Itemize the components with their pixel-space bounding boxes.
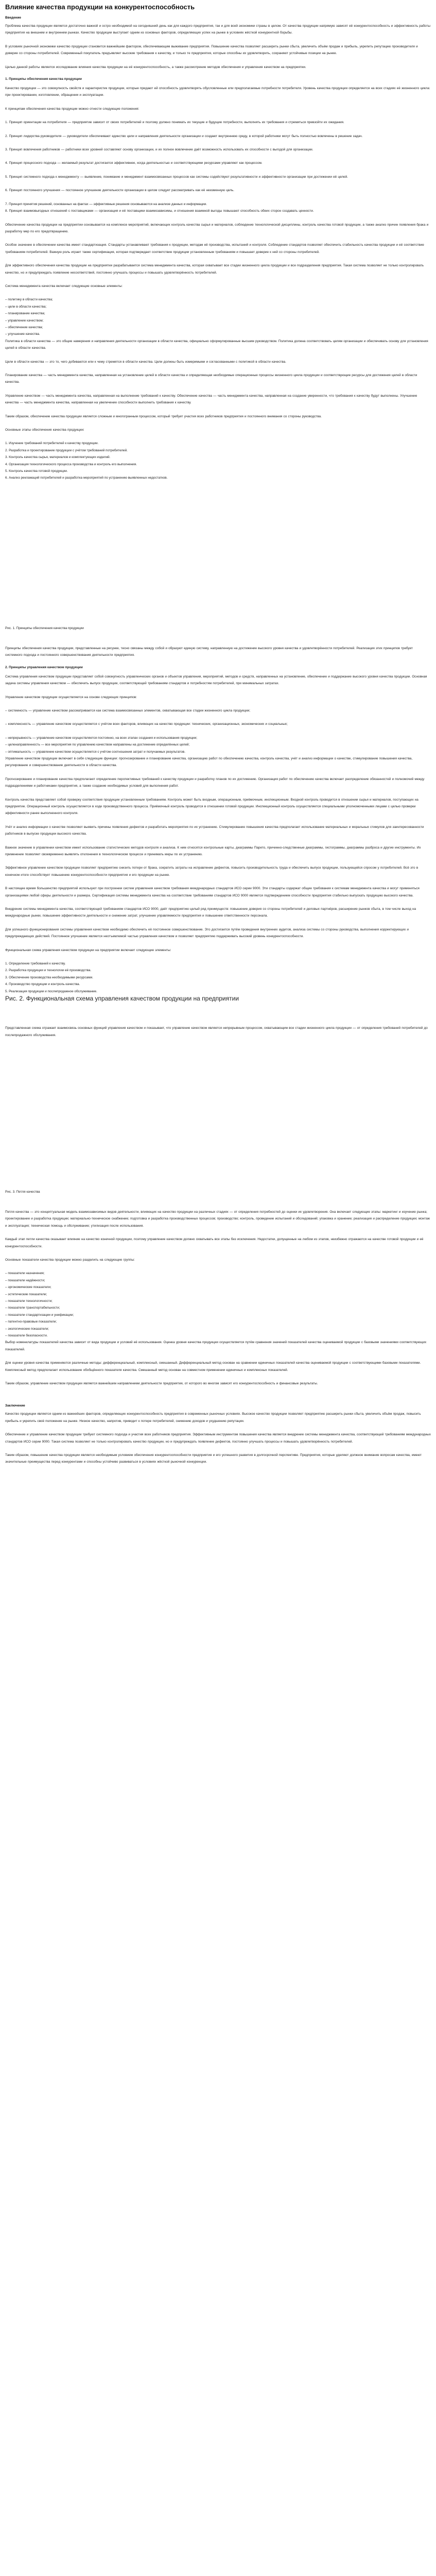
list-item: 1. Определение требований к качеству. [5,962,66,966]
paragraph: 1. Принцип ориентации на потребителя — предприятие зависит от своих потребителей и поэтому должно понимать их текущие и будущие потребности, выполнять их требования и стремиться превзойти их ожидания. [5,121,344,125]
after-figure1-body [5,645,431,659]
paragraph: Представленная схема отражает взаимосвязь основных функций управления качеством и показывает, что управление качеством является непрерывным процессом, охватывающим все стадии жизненного цикла продукции — от определения требований потребителей до послепродажного обслуживания. [5,1026,428,1037]
list-item: – показатели стандартизации и унификации; [5,1313,74,1317]
list-item: – улучшение качества. [5,332,40,336]
paragraph: Таким образом, повышение качества продукции является необходимым условием обеспечения конкурентоспособности предприятия и его успешного развития в долгосрочной перспективе. Предприятия, которые уделяют должное внимание вопросам качества, имеют значительные преимущества перед конкурентами и способны устойчиво развиваться в условиях жёсткой рыночной конкуренции. [5,1453,422,1464]
section1-heading: 1. Принципы обеспечения качества продукции [5,77,82,81]
list-item: – непрерывность — управление качеством осуществляется постоянно, на всех этапах создания и использования продукции; [5,736,198,740]
paragraph: Обеспечение и управление качеством продукции требуют системного подхода и участия всех работников предприятия. Эффективным инструментом повышения качества является внедрение системы менеджмента качества, соответствующей требованиям международных стандартов ИСО серии 9000. Такая система позволяет не только контролировать качество продукции, но и предупреждать появление дефектов, постоянно улучшать процессы и повышать удовлетворённость потребителей. [5,1433,431,1444]
paragraph: В настоящее время большинство предприятий используют при построении систем управления качеством требования международных стандартов ИСО серии 9000. Эти стандарты содержат общие требования к системам менеджмента качества и могут применяться организациями любой сферы деятельности и размера. Сертификация системы менеджмента качества на соответствие требованиям стандартов ИСО 9000 является подтверждением способности предприятия стабильно выпускать продукцию высокого качества. [5,887,420,897]
list-item: 1. Изучение требований потребителей к качеству продукции. [5,442,99,446]
paragraph: Для эффективного обеспечения качества продукции на предприятии разрабатывается система менеджмента качества, которая охватывает все стадии жизненного цикла продукции и все подразделения предприятия. Такая система позволяет не только контролировать качество, но и предупреждать появление несоответствий, постоянно улучшать процессы и повышать удовлетворённость потребителей. [5,264,424,275]
list-item: – показатели транспортабельности; [5,1306,60,1310]
list-item: – политику в области качества; [5,298,53,302]
list-item: 4. Производство продукции и контроль качества. [5,982,80,987]
conclusion-heading: Заключение [5,1404,25,1408]
figure2-caption: Рис. 2. Функциональная схема управления качеством продукции на предприятии [5,995,239,1003]
figure1-area [5,482,431,616]
list-item: 3. Контроль качества сырья, материалов и комплектующих изделий. [5,455,111,460]
paragraph: Для успешного функционирования системы управления качеством необходимо обеспечить её постоянное совершенствование. Это достигается путём проведения внутренних аудитов, анализа системы со стороны руководства, выполнения корректирующих и предупреждающих действий. Постоянное улучшение является неотъемлемой частью управления качеством и позволяет предприятию поддерживать высокий уровень конкурентоспособности. [5,927,409,939]
list-item: – оптимальность — управление качеством осуществляется с учётом соотношения затрат и получаемых результатов. [5,750,185,754]
list-item: 5. Реализация продукции и послепродажное обслуживание. [5,989,97,993]
paragraph: Основные показатели качества продукции можно разделить на следующие группы: [5,1258,135,1262]
paragraph: Система управления качеством продукции представляет собой совокупность управленческих органов и объектов управления, мероприятий, методов и средств, направленных на установление, обеспечение и поддержание высокого уровня качества продукции. Основная задача системы управления качеством — обеспечить выпуск продукции, соответствующей требованиям стандартов и потребностям потребителей, при минимальных затратах. [5,674,427,686]
list-item: – обеспечение качества; [5,325,43,329]
paragraph: 3. Принцип вовлечения работников — работники всех уровней составляют основу организации, и их полное вовлечение даёт возможность использовать их способности с выгодой для организации. [5,148,313,152]
paragraph: 6. Принцип постоянного улучшения — постоянное улучшение деятельности организации в целом следует рассматривать как её неизменную цель. [5,189,234,193]
paragraph: Система менеджмента качества включает следующие основные элементы: [5,284,123,288]
list-item: 4. Организация технологического процесса производства и контроль его выполнения. [5,462,137,466]
paragraph: Политика в области качества — это общие намерения и направления деятельности организации в области качества, официально сформулированные высшим руководством. Политика должна соответствовать целям организации и обеспечивать основу для установления целей в области качества. [5,339,428,350]
list-item: – показатели безопасности. [5,1334,48,1337]
paragraph: Выбор номенклатуры показателей качества зависит от вида продукции и условий её использования. Оценка уровня качества продукции осуществляется путём сравнения значений показателей качества оцениваемой продукции с базовыми значениями соответствующих показателей. [5,1341,427,1351]
list-item: 6. Анализ рекламаций потребителей и разработка мероприятий по устранению выявленных недостатков. [5,476,168,480]
paragraph: Обеспечение качества продукции на предприятии основывается на комплексе мероприятий, включающих контроль качества сырья и материалов, соблюдение технологической дисциплины, контроль качества готовой продукции, а также анализ причин появления брака и разработку мер по его предотвращению. [5,223,429,233]
paragraph: 8. Принцип взаимовыгодных отношений с поставщиками — организация и её поставщики взаимозависимы, и отношения взаимной выгоды повышают способность обеих сторон создавать ценности. [5,209,314,213]
list-item: 5. Контроль качества готовой продукции. [5,469,68,473]
paragraph: 5. Принцип системного подхода к менеджменту — выявление, понимание и менеджмент взаимосвязанных процессов как системы содействуют результативности и эффективности организации при достижении её целей. [5,175,348,179]
list-item: – эстетические показатели; [5,1292,47,1296]
paragraph: Важное значение в управлении качеством имеет использование статистических методов контроля и анализа. К ним относятся контрольные карты, диаграммы Парето, причинно-следственные диаграммы, гистограммы, диаграммы разброса и другие инструменты. Их применение позволяет своевременно выявлять отклонения в технологическом процессе и принимать меры по их устранению. [5,845,421,856]
paragraph: Каждый этап петли качества оказывает влияние на качество конечной продукции, поэтому управление качеством должно охватывать все этапы без исключения. Недостатки, допущенные на любом из этапов, неизбежно отражаются на качестве готовой продукции и её конкурентоспособности. [5,1238,424,1248]
paragraph: Цели в области качества — это то, чего добиваются или к чему стремятся в области качества. Цели должны быть измеримыми и согласованными с политикой в области качества. [5,360,286,364]
paragraph: Управление качеством — часть менеджмента качества, направленная на выполнение требований к качеству. Обеспечение качества — часть менеджмента качества, направленная на создание уверенности, что требования к качеству будут выполнены. Улучшение качества — часть менеджмента качества, направленная на увеличение способности выполнить требования к качеству. [5,394,417,405]
paragraph: Прогнозирование и планирование качества предполагают определение перспективных требований к качеству продукции и разработку планов по их достижению. Организация работ по обеспечению качества включает распределение обязанностей и полномочий между подразделениями и работниками предприятия, а также создание необходимых условий для выполнения работ. [5,777,425,788]
paragraph: Целью данной работы является исследование влияния качества продукции на её конкурентоспособность, а также рассмотрение методов обеспечения и управления качеством на предприятии. [5,65,306,69]
list-item: – экологические показатели; [5,1327,49,1331]
list-item: – цели в области качества; [5,304,47,309]
intro-section [5,23,431,71]
figure3-area [5,1045,431,1179]
paragraph: Особое значение в обеспечении качества имеет стандартизация. Стандарты устанавливают требования к продукции, методам её производства, испытаний и контроля. Соблюдение стандартов позволяет обеспечить стабильность качества продукции и её соответствие требованиям потребителей. Важную роль играет также сертификация, которая подтверждает соответствие продукции установленным требованиям и повышает доверие к ней со стороны потребителей. [5,243,424,254]
paragraph: Управление качеством продукции осуществляется на основе следующих принципов: [5,695,137,699]
paragraph: Таким образом, управление качеством продукции является важнейшим направлением деятельности предприятия, от которого во многом зависят его конкурентоспособность и финансовые результаты. [5,1382,318,1386]
paragraph: В условиях рыночной экономики качество продукции становится важнейшим фактором, обеспечивающим выживание предприятия. Повышение качества позволяет расширить рынки сбыта, увеличить объём продаж и прибыль, укрепить репутацию производителя и доверие со стороны потребителей. Современный покупатель предъявляет высокие требования к качеству, и только те предприятия, которые способны их удовлетворить, сохраняют устойчивые позиции на рынке. [5,44,418,56]
list-item: 7. Принцип принятия решений, основанных на фактах — эффективные решения основываются на анализе данных и информации. [5,202,207,206]
paragraph: К принципам обеспечения качества продукции можно отнести следующие положения: [5,107,139,111]
list-item: 3. Обеспечение производства необходимыми ресурсами. [5,975,93,979]
paragraph: Проблема качества продукции является достаточно важной и остро необходимой на сегодняшний день как для каждого предприятия, так и для всей экономики страны в целом. От качества продукции напрямую зависят её конкурентоспособность и эффективность работы предприятия на внешнем и внутреннем рынках. Качество продукции выступает одним из основных факторов, определяющих успех на рынке в условиях жёсткой конкурентной борьбы. [5,24,430,35]
paragraph: 2. Принцип лидерства руководителя — руководители обеспечивают единство цели и направления деятельности организации и создают внутреннюю среду, в которой работники могут быть полностью вовлечены в решение задач. [5,134,363,138]
paragraph: 4. Принцип процессного подхода — желаемый результат достигается эффективнее, когда деятельностью и соответствующими ресурсами управляют как процессом. [5,161,263,165]
paragraph: – комплексность — управление качеством осуществляется с учётом всех факторов, влияющих на качество продукции: технических, организационных, экономических и социальных; [5,722,288,726]
list-item: – планирование качества; [5,312,45,316]
paragraph: Эффективное управление качеством продукции позволяет предприятию снизить потери от брака, сократить затраты на исправление дефектов, повысить производительность труда и обеспечить выпуск продукции, пользующейся спросом у потребителей. Всё это в конечном итоге способствует повышению конкурентоспособности предприятия и его продукции на рынке. [5,866,418,877]
paragraph: Для оценки уровня качества применяются различные методы: дифференциальный, комплексный, смешанный. Дифференциальный метод основан на сравнении единичных показателей качества оцениваемой продукции с соответствующими базовыми показателями. Комплексный метод предполагает использование обобщённого показателя качества. Смешанный метод основан на совместном применении единичных и комплексных показателей. [5,1361,421,1372]
list-item: 2. Разработка и проектирование продукции с учётом требований потребителей. [5,448,128,452]
paragraph: – системность — управление качеством рассматривается как система взаимосвязанных элементов, охватывающая все стадии жизненного цикла продукции; [5,708,250,713]
list-item: – показатели технологичности; [5,1299,53,1303]
list-item: – эргономические показатели; [5,1285,51,1290]
list-item: – целенаправленность — все мероприятия по управлению качеством направлены на достижение определённых целей; [5,743,190,747]
paragraph: Основные этапы обеспечения качества продукции: [5,428,84,432]
figure1-label: Рис. 1. Принципы обеспечения качества продукции [5,626,84,630]
list-item: – показатели надёжности; [5,1278,45,1282]
section2-body [5,673,431,995]
paragraph: Внедрение системы менеджмента качества, соответствующей требованиям стандартов ИСО 9000, даёт предприятию целый ряд преимуществ: повышение доверия со стороны потребителей и деловых партнёров, расширение рынков сбыта, в том числе выход на международные рынки, повышение эффективности деятельности и снижение затрат, улучшение управляемости предприятия и повышение ответственности персонала. [5,907,416,918]
paragraph: Качество продукции является одним из важнейших факторов, определяющих конкурентоспособность предприятия в современных рыночных условиях. Высокое качество продукции позволяет предприятию расширить рынки сбыта, увеличить объём продаж, повысить прибыль и укрепить своё положение на рынке. Низкое качество, напротив, приводит к потере потребителей, снижению доходов и ухудшению репутации. [5,1412,421,1423]
figure3-label: Рис. 3. Петля качества [5,1190,40,1194]
paragraph: Учёт и анализ информации о качестве позволяют выявить причины появления дефектов и разработать мероприятия по их устранению. Стимулирование повышения качества предполагает использование материальных и моральных стимулов для заинтересованности работников в выпуске продукции высокого качества. [5,825,424,836]
list-item: 2. Разработка продукции и технологии её производства. [5,969,92,973]
list-item: – патентно-правовые показатели; [5,1320,57,1324]
conclusion-body [5,1411,431,1465]
paragraph: Планирование качества — часть менеджмента качества, направленная на установление целей в области качества и определяющая необходимые операционные процессы жизненного цикла продукции и соответствующие ресурсы для достижения целей в области качества. [5,374,417,384]
section3-body [5,1209,431,1387]
paragraph: Управление качеством продукции включает в себя следующие функции: прогнозирование и планирование качества, организацию работ по обеспечению качества, контроль качества, учёт и анализ информации о качестве, стимулирование повышения качества, регулирование и совершенствование деятельности в области качества. [5,756,413,768]
paragraph: Качество продукции — это совокупность свойств и характеристик продукции, которые придают ей способность удовлетворять обусловленные или предполагаемые потребности потребителя. Уровень качества продукции определяется на всех стадиях её жизненного цикла: при проектировании, изготовлении, обращении и эксплуатации. [5,87,430,97]
paragraph: Петля качества — это концептуальная модель взаимозависимых видов деятельности, влияющих на качество продукции на различных стадиях — от определения потребностей до оценки их удовлетворения. Она включает следующие этапы: маркетинг и изучение рынка; проектирование и разработка продукции; материально-техническое снабжение; подготовка и разработка производственных процессов; производство; контроль, проведение испытаний и обследований; упаковка и хранение; реализация и распределение продукции; монтаж и эксплуатация; техническая помощь и обслуживание; утилизация после использования. [5,1210,430,1228]
paragraph: Таким образом, обеспечение качества продукции является сложным и многогранным процессом, который требует участия всех работников предприятия и постоянного внимания со стороны руководства. [5,414,322,418]
list-item: – управление качеством; [5,318,44,323]
intro-heading: Введение [5,16,21,20]
section1-body [5,85,431,482]
paragraph: Принципы обеспечения качества продукции, представленные на рисунке, тесно связаны между собой и образуют единую систему, направленную на достижение высокого уровня качества и удовлетворённости потребителей. Реализация этих принципов требует системного подхода и постоянного совершенствования деятельности предприятия. [5,646,413,657]
paragraph: Функциональная схема управления качеством продукции на предприятии включает следующие элементы: [5,948,171,952]
paragraph: Контроль качества представляет собой проверку соответствия продукции установленным требованиям. Контроль может быть входным, операционным, приёмочным, инспекционным. Входной контроль проводится в отношении сырья и материалов, поступающих на предприятие. Операционный контроль осуществляется в ходе производственного процесса. Приёмочный контроль проводится в отношении готовой продукции. Инспекционный контроль осуществляется специальными уполномоченными лицами с целью проверки эффективности ранее выполненного контроля. [5,798,418,816]
document-title: Влияние качества продукции на конкурентоспособность [5,3,195,11]
section2-heading: 2. Принципы управления качеством продукции [5,665,83,669]
list-item: – показатели назначения; [5,1272,45,1276]
after-figure2-body [5,1025,431,1039]
